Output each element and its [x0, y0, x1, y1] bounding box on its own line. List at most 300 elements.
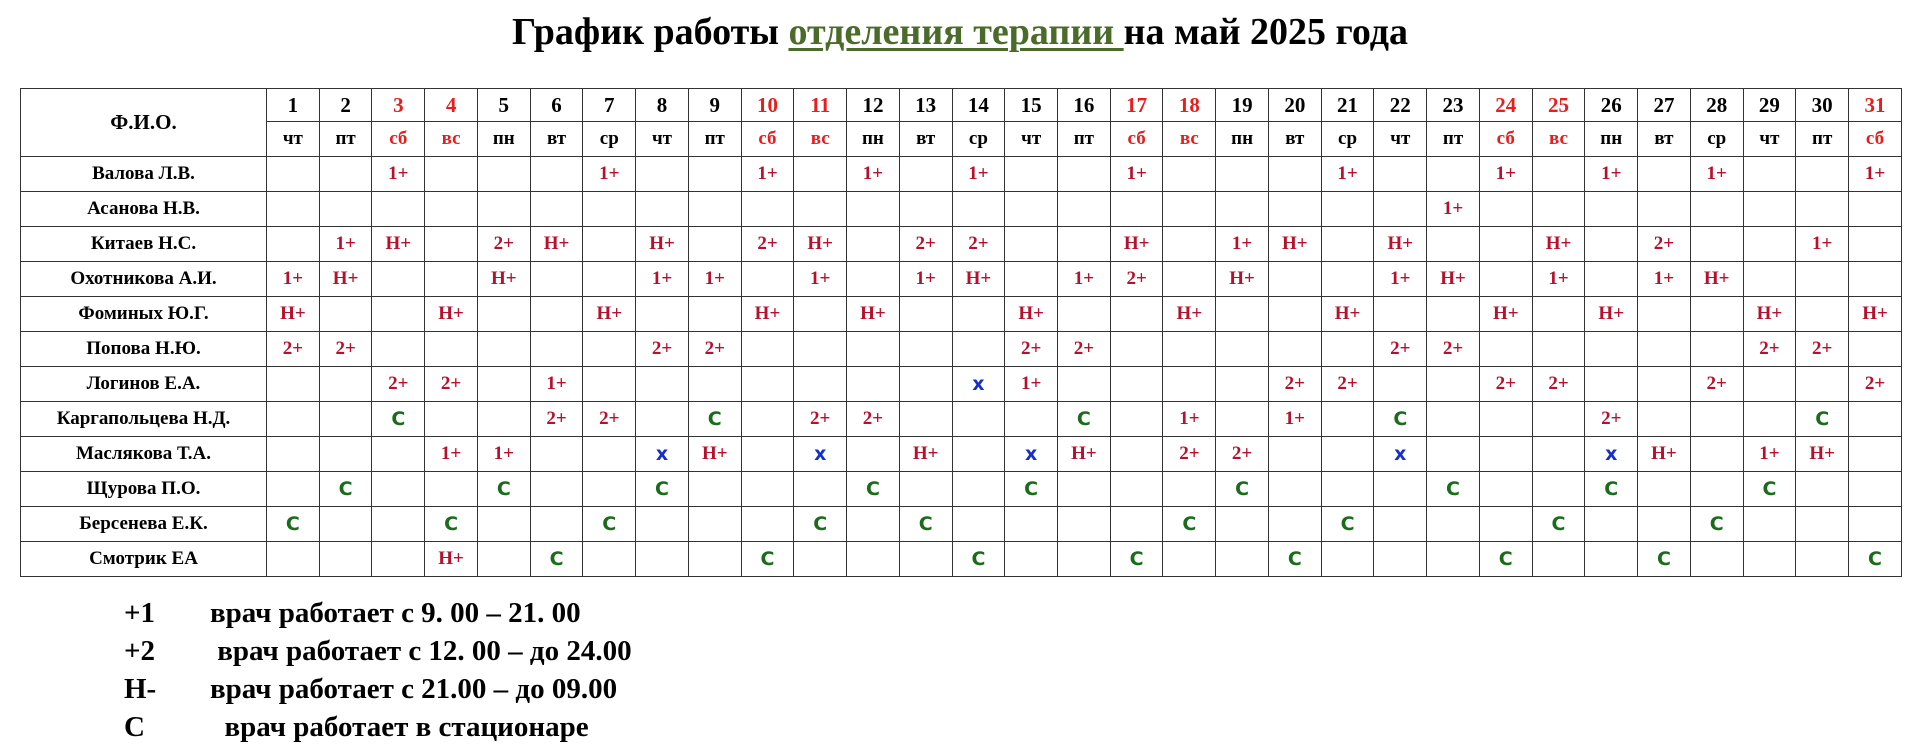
shift-cell	[636, 297, 689, 332]
shift-cell: 1+	[794, 262, 847, 297]
shift-cell	[1585, 192, 1638, 227]
shift-cell	[899, 332, 952, 367]
shift-cell: Н+	[1321, 297, 1374, 332]
shift-cell	[1216, 332, 1269, 367]
shift-cell	[267, 367, 320, 402]
shift-cell: Н+	[1216, 262, 1269, 297]
shift-cell	[847, 367, 900, 402]
shift-cell	[1479, 472, 1532, 507]
shift-cell: С	[1268, 542, 1321, 577]
shift-cell	[319, 367, 372, 402]
shift-cell	[1058, 367, 1111, 402]
shift-cell: Н+	[952, 262, 1005, 297]
shift-cell	[1268, 507, 1321, 542]
shift-cell: 1+	[1216, 227, 1269, 262]
shift-cell: 2+	[688, 332, 741, 367]
shift-cell	[1058, 297, 1111, 332]
table-row	[21, 507, 1902, 542]
shift-cell: С	[847, 472, 900, 507]
day-number: 15	[1005, 89, 1058, 122]
shift-cell: Н+	[1532, 227, 1585, 262]
shift-cell	[1427, 157, 1480, 192]
shift-cell	[1268, 437, 1321, 472]
weekday-label: вт	[899, 122, 952, 157]
weekday-label: чт	[267, 122, 320, 157]
shift-cell: 2+	[1374, 332, 1427, 367]
employee-name: Охотникова А.И.	[21, 262, 267, 297]
shift-cell	[1163, 227, 1216, 262]
shift-cell: С	[1321, 507, 1374, 542]
day-number: 26	[1585, 89, 1638, 122]
employee-name: Смотрик ЕА	[21, 542, 267, 577]
shift-cell	[1110, 402, 1163, 437]
title-prefix: График работы	[512, 11, 789, 53]
shift-cell	[1479, 402, 1532, 437]
shift-cell	[1427, 402, 1480, 437]
weekday-label: вс	[1532, 122, 1585, 157]
shift-cell	[899, 402, 952, 437]
shift-cell	[688, 157, 741, 192]
shift-cell: Н+	[1479, 297, 1532, 332]
weekday-label: пт	[1796, 122, 1849, 157]
shift-cell	[1532, 157, 1585, 192]
day-number: 21	[1321, 89, 1374, 122]
shift-cell: Н+	[372, 227, 425, 262]
shift-cell: 2+	[1005, 332, 1058, 367]
shift-cell: 1+	[267, 262, 320, 297]
shift-cell	[319, 192, 372, 227]
shift-cell	[530, 192, 583, 227]
shift-cell	[1268, 332, 1321, 367]
weekday-label: чт	[636, 122, 689, 157]
shift-cell	[319, 507, 372, 542]
shift-cell: С	[425, 507, 478, 542]
shift-cell	[372, 542, 425, 577]
day-number: 5	[477, 89, 530, 122]
shift-cell	[372, 192, 425, 227]
shift-cell	[530, 262, 583, 297]
shift-cell	[741, 262, 794, 297]
shift-cell: х	[636, 437, 689, 472]
shift-cell	[1849, 332, 1902, 367]
shift-cell	[688, 472, 741, 507]
shift-cell: С	[1796, 402, 1849, 437]
shift-cell: Н+	[688, 437, 741, 472]
shift-cell	[1216, 157, 1269, 192]
shift-cell	[1479, 437, 1532, 472]
shift-cell: 2+	[267, 332, 320, 367]
shift-cell	[1110, 507, 1163, 542]
shift-cell: Н+	[847, 297, 900, 332]
weekday-label: пт	[1427, 122, 1480, 157]
shift-cell	[1849, 437, 1902, 472]
day-number: 29	[1743, 89, 1796, 122]
shift-cell: х	[1585, 437, 1638, 472]
shift-cell: 2+	[1216, 437, 1269, 472]
shift-cell	[1427, 367, 1480, 402]
shift-cell: Н+	[794, 227, 847, 262]
day-number: 13	[899, 89, 952, 122]
shift-cell: Н+	[267, 297, 320, 332]
shift-cell	[1690, 227, 1743, 262]
shift-cell: С	[1427, 472, 1480, 507]
shift-cell	[794, 542, 847, 577]
shift-cell	[319, 157, 372, 192]
legend-item	[124, 708, 632, 746]
shift-cell	[741, 367, 794, 402]
shift-cell: 1+	[477, 437, 530, 472]
day-number-row	[21, 89, 1902, 122]
weekday-label: сб	[1849, 122, 1902, 157]
weekday-label: сб	[1110, 122, 1163, 157]
shift-cell	[1743, 367, 1796, 402]
legend-text: врач работает с 9. 00 – 21. 00	[210, 597, 581, 629]
shift-cell	[1374, 192, 1427, 227]
shift-cell	[1849, 227, 1902, 262]
shift-cell: Н+	[1110, 227, 1163, 262]
day-number: 28	[1690, 89, 1743, 122]
shift-cell	[1532, 297, 1585, 332]
day-number: 1	[267, 89, 320, 122]
shift-cell: 2+	[794, 402, 847, 437]
shift-cell	[636, 542, 689, 577]
table-row	[21, 297, 1902, 332]
shift-cell: 1+	[583, 157, 636, 192]
shift-cell: Н+	[1268, 227, 1321, 262]
shift-cell: С	[636, 472, 689, 507]
day-number: 7	[583, 89, 636, 122]
shift-cell	[425, 227, 478, 262]
table-row	[21, 227, 1902, 262]
shift-cell	[372, 507, 425, 542]
shift-cell	[1585, 262, 1638, 297]
shift-cell	[794, 472, 847, 507]
shift-cell: 2+	[1638, 227, 1691, 262]
shift-cell	[794, 297, 847, 332]
legend-code: +2	[124, 635, 156, 667]
weekday-label: ср	[1690, 122, 1743, 157]
shift-cell	[1321, 437, 1374, 472]
shift-cell	[1163, 332, 1216, 367]
weekday-label: пн	[847, 122, 900, 157]
shift-cell: С	[1849, 542, 1902, 577]
shift-cell: Н+	[1585, 297, 1638, 332]
table-row	[21, 157, 1902, 192]
shift-cell	[530, 297, 583, 332]
shift-cell	[636, 192, 689, 227]
shift-cell: 2+	[583, 402, 636, 437]
shift-cell	[1690, 542, 1743, 577]
shift-cell	[583, 472, 636, 507]
shift-cell	[688, 507, 741, 542]
shift-cell	[899, 367, 952, 402]
day-number: 18	[1163, 89, 1216, 122]
shift-cell: 1+	[1005, 367, 1058, 402]
weekday-label: вс	[794, 122, 847, 157]
shift-cell: С	[741, 542, 794, 577]
shift-cell: 2+	[899, 227, 952, 262]
shift-cell	[1427, 227, 1480, 262]
shift-cell	[1585, 332, 1638, 367]
shift-cell	[952, 192, 1005, 227]
schedule-body	[21, 157, 1902, 577]
shift-cell: С	[1110, 542, 1163, 577]
shift-cell: 2+	[1743, 332, 1796, 367]
employee-name: Логинов Е.А.	[21, 367, 267, 402]
shift-cell: С	[530, 542, 583, 577]
shift-cell: Н+	[1058, 437, 1111, 472]
shift-cell	[952, 332, 1005, 367]
shift-cell: 2+	[1321, 367, 1374, 402]
weekday-label: сб	[372, 122, 425, 157]
shift-cell	[952, 297, 1005, 332]
shift-cell	[425, 192, 478, 227]
shift-cell	[267, 402, 320, 437]
shift-cell: х	[1005, 437, 1058, 472]
employee-name: Каргапольцева Н.Д.	[21, 402, 267, 437]
shift-cell	[477, 542, 530, 577]
shift-cell	[1796, 472, 1849, 507]
shift-cell: С	[1374, 402, 1427, 437]
shift-cell: 2+	[1849, 367, 1902, 402]
shift-cell: х	[952, 367, 1005, 402]
shift-cell: 2+	[1058, 332, 1111, 367]
day-number: 3	[372, 89, 425, 122]
shift-cell: С	[1005, 472, 1058, 507]
shift-cell	[1638, 472, 1691, 507]
employee-name: Попова Н.Ю.	[21, 332, 267, 367]
shift-cell	[1479, 507, 1532, 542]
shift-cell: 2+	[636, 332, 689, 367]
shift-cell	[741, 437, 794, 472]
shift-cell: Н+	[899, 437, 952, 472]
shift-cell: С	[1479, 542, 1532, 577]
shift-cell	[952, 437, 1005, 472]
shift-cell	[1216, 542, 1269, 577]
shift-cell	[583, 437, 636, 472]
day-number: 20	[1268, 89, 1321, 122]
shift-cell	[1058, 507, 1111, 542]
employee-name: Китаев Н.С.	[21, 227, 267, 262]
shift-cell	[1585, 542, 1638, 577]
shift-cell	[1374, 367, 1427, 402]
shift-cell: 1+	[425, 437, 478, 472]
shift-cell: Н+	[425, 542, 478, 577]
shift-cell: 1+	[1690, 157, 1743, 192]
shift-cell	[1321, 192, 1374, 227]
shift-cell	[583, 542, 636, 577]
shift-cell	[1585, 227, 1638, 262]
shift-cell	[267, 437, 320, 472]
shift-cell	[1690, 297, 1743, 332]
day-number: 6	[530, 89, 583, 122]
shift-cell: С	[1216, 472, 1269, 507]
day-number: 9	[688, 89, 741, 122]
shift-cell	[1216, 367, 1269, 402]
shift-cell	[1479, 262, 1532, 297]
shift-cell	[1690, 402, 1743, 437]
shift-cell	[1479, 332, 1532, 367]
shift-cell	[1796, 262, 1849, 297]
shift-cell: 1+	[1743, 437, 1796, 472]
weekday-label: ср	[583, 122, 636, 157]
employee-name: Щурова П.О.	[21, 472, 267, 507]
shift-cell: Н+	[583, 297, 636, 332]
shift-cell	[1321, 402, 1374, 437]
shift-cell	[583, 192, 636, 227]
shift-cell: Н+	[1374, 227, 1427, 262]
shift-cell	[583, 332, 636, 367]
day-number: 12	[847, 89, 900, 122]
shift-cell: 1+	[1058, 262, 1111, 297]
shift-cell	[952, 402, 1005, 437]
shift-cell: 1+	[952, 157, 1005, 192]
title-highlight: отделения терапии	[788, 11, 1124, 53]
shift-cell: 2+	[1796, 332, 1849, 367]
employee-name: Берсенева Е.К.	[21, 507, 267, 542]
shift-cell: 1+	[636, 262, 689, 297]
legend-item	[124, 632, 632, 670]
day-number: 27	[1638, 89, 1691, 122]
shift-cell	[952, 507, 1005, 542]
shift-cell	[1427, 297, 1480, 332]
shift-cell	[1163, 542, 1216, 577]
shift-cell	[1532, 437, 1585, 472]
shift-cell	[688, 297, 741, 332]
shift-cell	[372, 437, 425, 472]
shift-cell	[372, 262, 425, 297]
shift-cell	[425, 332, 478, 367]
shift-cell	[319, 542, 372, 577]
shift-cell	[1005, 402, 1058, 437]
shift-cell	[530, 157, 583, 192]
shift-cell: С	[583, 507, 636, 542]
weekday-label: вс	[1163, 122, 1216, 157]
weekday-label: вт	[1268, 122, 1321, 157]
shift-cell: 2+	[1532, 367, 1585, 402]
shift-cell	[1796, 367, 1849, 402]
shift-cell: С	[372, 402, 425, 437]
weekday-label: вс	[425, 122, 478, 157]
shift-cell	[1216, 507, 1269, 542]
shift-cell	[1743, 402, 1796, 437]
shift-cell	[1110, 192, 1163, 227]
legend-code: С	[124, 711, 145, 743]
shift-cell	[372, 472, 425, 507]
shift-cell	[1110, 367, 1163, 402]
day-number: 2	[319, 89, 372, 122]
shift-cell	[1532, 542, 1585, 577]
shift-cell: х	[1374, 437, 1427, 472]
shift-cell: 1+	[1479, 157, 1532, 192]
table-row	[21, 542, 1902, 577]
shift-cell	[899, 472, 952, 507]
shift-cell	[741, 332, 794, 367]
shift-cell	[1321, 472, 1374, 507]
day-number: 30	[1796, 89, 1849, 122]
day-number: 16	[1058, 89, 1111, 122]
shift-cell	[1216, 402, 1269, 437]
shift-cell	[1005, 192, 1058, 227]
shift-cell: 1+	[530, 367, 583, 402]
shift-cell	[741, 472, 794, 507]
shift-cell	[1005, 507, 1058, 542]
shift-cell: 2+	[372, 367, 425, 402]
shift-cell: Н+	[636, 227, 689, 262]
shift-cell: Н+	[1690, 262, 1743, 297]
legend	[124, 594, 632, 746]
shift-cell: 1+	[741, 157, 794, 192]
shift-cell: С	[899, 507, 952, 542]
shift-cell: С	[267, 507, 320, 542]
shift-cell: 2+	[425, 367, 478, 402]
day-number: 4	[425, 89, 478, 122]
shift-cell	[1163, 192, 1216, 227]
table-row	[21, 437, 1902, 472]
shift-cell	[1743, 262, 1796, 297]
shift-cell	[1796, 297, 1849, 332]
shift-cell	[794, 192, 847, 227]
shift-cell	[1690, 437, 1743, 472]
weekday-label: сб	[741, 122, 794, 157]
shift-cell: С	[1638, 542, 1691, 577]
shift-cell	[1585, 367, 1638, 402]
shift-cell: Н+	[1638, 437, 1691, 472]
shift-cell	[847, 332, 900, 367]
shift-cell	[1163, 472, 1216, 507]
weekday-label: пт	[319, 122, 372, 157]
shift-cell	[1743, 507, 1796, 542]
day-number: 19	[1216, 89, 1269, 122]
shift-cell	[1796, 542, 1849, 577]
shift-cell	[477, 157, 530, 192]
shift-cell	[1268, 157, 1321, 192]
day-number: 24	[1479, 89, 1532, 122]
shift-cell: 1+	[1638, 262, 1691, 297]
shift-cell: 1+	[1268, 402, 1321, 437]
shift-cell	[1321, 332, 1374, 367]
shift-cell	[1163, 367, 1216, 402]
day-number: 14	[952, 89, 1005, 122]
shift-cell	[319, 402, 372, 437]
shift-cell	[1321, 542, 1374, 577]
weekday-label: чт	[1005, 122, 1058, 157]
legend-text: врач работает в стационаре	[210, 711, 589, 743]
schedule-table	[20, 88, 1902, 577]
shift-cell: 2+	[1479, 367, 1532, 402]
shift-cell	[1268, 262, 1321, 297]
shift-cell	[1216, 297, 1269, 332]
shift-cell: Н+	[741, 297, 794, 332]
shift-cell: 2+	[1163, 437, 1216, 472]
shift-cell: 2+	[847, 402, 900, 437]
shift-cell: Н+	[1005, 297, 1058, 332]
shift-cell: С	[1585, 472, 1638, 507]
shift-cell	[899, 297, 952, 332]
shift-cell	[267, 157, 320, 192]
shift-cell: 2+	[1690, 367, 1743, 402]
shift-cell: Н+	[477, 262, 530, 297]
table-row	[21, 192, 1902, 227]
shift-cell	[1321, 227, 1374, 262]
shift-cell	[1585, 507, 1638, 542]
shift-cell	[1374, 507, 1427, 542]
shift-cell: Н+	[1796, 437, 1849, 472]
shift-cell: 1+	[1321, 157, 1374, 192]
legend-code: Н-	[124, 673, 157, 705]
weekday-label: вт	[530, 122, 583, 157]
shift-cell: С	[1743, 472, 1796, 507]
